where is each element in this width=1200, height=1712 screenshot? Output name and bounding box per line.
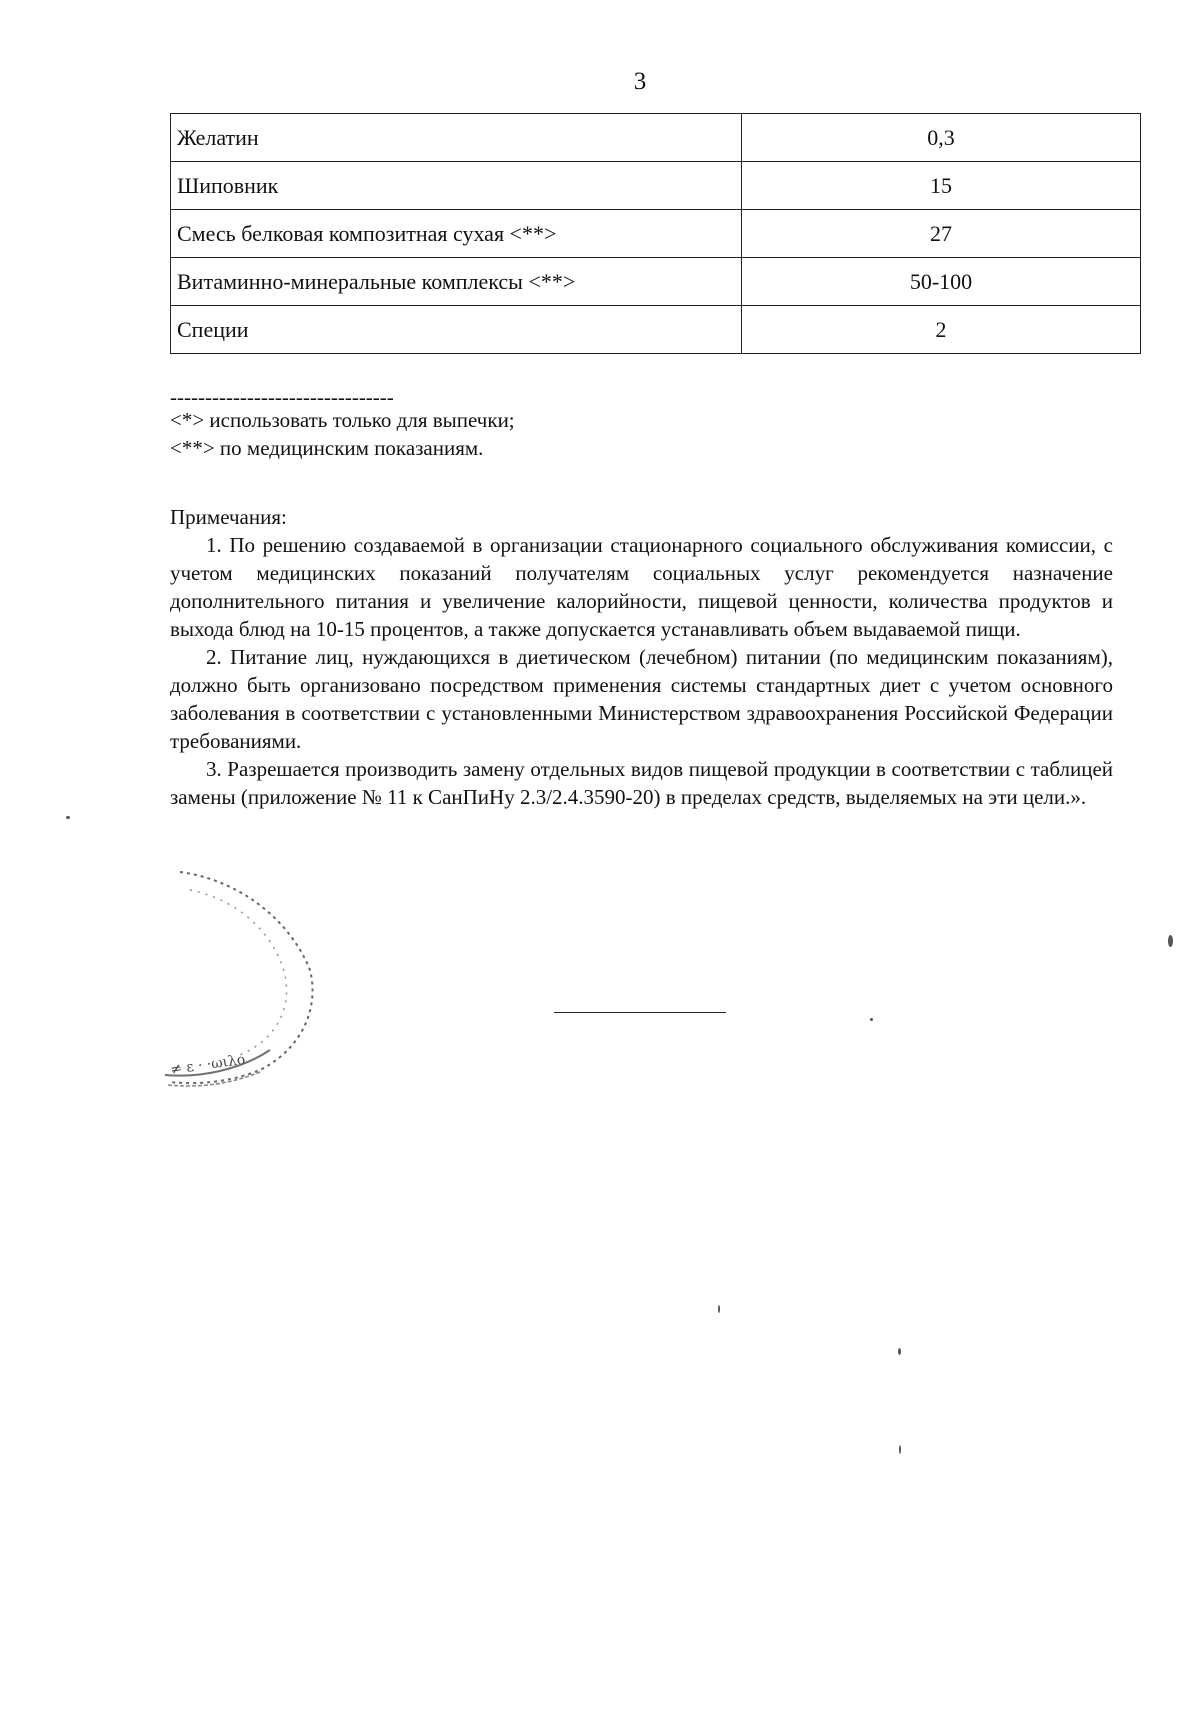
stamp-text-fragment: ≠ ε · ·ωιλο [169, 1051, 247, 1079]
product-value: 50-100 [742, 258, 1141, 306]
table-row [171, 306, 1141, 354]
product-name: Желатин [171, 114, 742, 162]
notes-section [170, 503, 1113, 811]
food-norms-table [170, 113, 1141, 354]
note-item: 3. Разрешается производить замену отдельных видов пищевой продукции в соответствии с таблицей замены (приложение № 11 к СанПиНу 2.3/2.4.3590-20) в пределах средств, выделяемых на эти цели.». [170, 757, 1113, 809]
scan-speck [718, 1305, 720, 1313]
product-name: Витаминно-минеральные комплексы <**> [171, 258, 742, 306]
product-value: 27 [742, 210, 1141, 258]
table-row [171, 258, 1141, 306]
product-name: Шиповник [171, 162, 742, 210]
product-name: Специи [171, 306, 742, 354]
product-value: 2 [742, 306, 1141, 354]
footnotes [170, 385, 1150, 462]
scan-speck [66, 816, 70, 819]
note-item: 1. По решению создаваемой в организации стационарного социального обслуживания комиссии, с учетом медицинских показаний получателям социальных услуг рекомендуется назначение дополнительного питания и увеличение калорийности, пищевой ценности, количества продуктов и выхода блюд на 10-15 процентов, а также допускается устанавливать объем выдаваемой пищи. [170, 533, 1113, 641]
scan-speck [1168, 935, 1173, 947]
product-value: 0,3 [742, 114, 1141, 162]
note-item: 2. Питание лиц, нуждающихся в диетическом (лечебном) питании (по медицинским показаниям), должно быть организовано посредством применения системы стандартных диет с учетом основного заболевания в соответствии с установленными Министерством здравоохранения Российской Федерации требованиями. [170, 645, 1113, 753]
footnote-medical: <**> по медицинским показаниям. [170, 436, 484, 460]
table-row [171, 114, 1141, 162]
product-name: Смесь белковая композитная сухая <**> [171, 210, 742, 258]
footnote-separator: -------------------------------- [170, 385, 394, 409]
notes-title: Примечания: [170, 505, 287, 529]
scan-speck [899, 1445, 901, 1454]
product-value: 15 [742, 162, 1141, 210]
footnote-baking: <*> использовать только для выпечки; [170, 408, 515, 432]
table-row [171, 210, 1141, 258]
signature-line [554, 1012, 726, 1013]
scan-speck [870, 1018, 873, 1021]
official-stamp-fragment [160, 860, 330, 1090]
table-row [171, 162, 1141, 210]
page-number: 3 [633, 68, 647, 95]
scan-speck [898, 1348, 901, 1355]
